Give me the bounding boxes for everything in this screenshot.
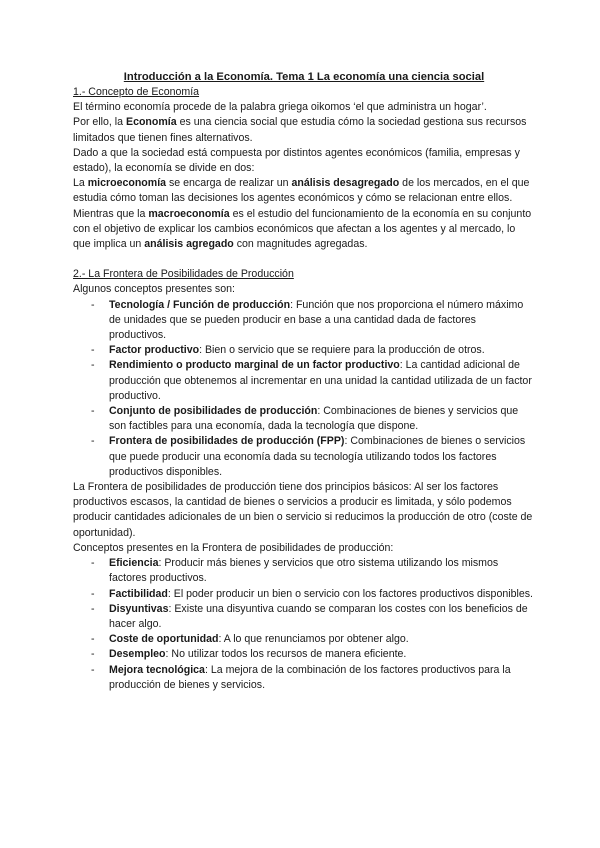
list-item	[73, 587, 535, 602]
list-item-term: Tecnología / Función de producción	[109, 298, 291, 311]
list-item-term: Factibilidad	[109, 587, 168, 600]
paragraph-principios: La Frontera de posibilidades de producción tiene dos principios básicos: Al ser los factores productivos escasos, la cantidad de bienes o servicios a producir es limitada, y sólo podemos producir cantidades adicionales de un bien o servicio si reducimos la producción de otro (coste de oportunidad).	[73, 481, 533, 539]
list-item-text: : La mejora de la combinación de los factores productivos para la producción de bienes y servicios.	[109, 663, 511, 691]
paragraph-etimologia: El término economía procede de la palabra griega oikomos ‘el que administra un hogar’.	[73, 101, 487, 114]
list-item-text: : Existe una disyuntiva cuando se comparan los costes con los beneficios de hacer algo.	[109, 602, 528, 630]
list-item	[73, 358, 535, 404]
concept-list-2	[73, 556, 535, 693]
concept-list-1	[73, 298, 535, 480]
list-item-text: : No utilizar todos los recursos de manera eficiente.	[165, 648, 407, 661]
list-item	[73, 632, 535, 647]
list-item-term: Conjunto de posibilidades de producción	[109, 405, 318, 418]
list-item-term: Eficiencia	[109, 557, 159, 570]
list-item-term: Frontera de posibilidades de producción (FPP)	[109, 435, 345, 448]
list-item-text: : Producir más bienes y servicios que otro sistema utilizando los mismos factores productivos.	[109, 557, 499, 585]
text: La	[73, 177, 88, 190]
paragraph-definicion	[73, 115, 535, 145]
text: se encarga de realizar un	[166, 177, 292, 190]
paragraph-micro-macro	[73, 176, 535, 252]
bold-term: análisis desagregado	[291, 177, 400, 190]
list-item-text: : A lo que renunciamos por obtener algo.	[218, 633, 409, 646]
bold-term: Economía	[126, 116, 177, 129]
list-item-term: Factor productivo	[109, 344, 200, 357]
list-item-term: Mejora tecnológica	[109, 663, 205, 676]
list-item	[73, 404, 535, 434]
bold-term: macroeconomía	[148, 207, 230, 220]
list-item	[73, 434, 535, 480]
list-item	[73, 298, 535, 344]
list-item-term: Disyuntivas	[109, 602, 169, 615]
text: de los mercados, en el que estudia cómo toman las decisiones los agentes económicos y cómo se relacionan entre ellos. Mientras que la	[73, 177, 530, 220]
text: Por ello, la	[73, 116, 126, 129]
list-item	[73, 647, 535, 662]
bold-term: microeconomía	[87, 177, 167, 190]
list-item-text: : Combinaciones de bienes o servicios que puede producir una economía dada su tecnología utilizando todos los factores productivos disponibles.	[109, 435, 526, 478]
list-item-term: Coste de oportunidad	[109, 633, 219, 646]
text: es una ciencia social que estudia cómo la sociedad gestiona sus recursos limitados que tienen fines alternativos.	[73, 116, 527, 144]
list-item	[73, 663, 535, 693]
list-item-term: Desempleo	[109, 648, 166, 661]
spacer	[73, 252, 535, 267]
list-item-text: : Función que nos proporciona el número máximo de unidades que se pueden producir en base a una cantidad dada de factores productivos.	[109, 298, 524, 342]
list-item-text: : El poder producir un bien o servicio con los factores productivos disponibles.	[167, 587, 533, 600]
text: con magnitudes agregadas.	[233, 238, 368, 251]
section-heading-concepto: 1.- Concepto de Economía	[73, 86, 200, 98]
list-item	[73, 602, 535, 632]
list-item-term: Rendimiento o producto marginal de un factor productivo	[109, 359, 400, 372]
paragraph-intro-conceptos-2: Conceptos presentes en la Frontera de posibilidades de producción:	[73, 541, 394, 554]
text: es el estudio del funcionamiento de la economía en su conjunto con el objetivo de explicar los cambios económicos que afectan a los agentes y al mercado, lo que implica un	[73, 207, 532, 251]
list-item	[73, 343, 535, 358]
document-page	[73, 70, 535, 693]
paragraph-agentes: Dado a que la sociedad está compuesta por distintos agentes económicos (familia, empresas y estado), la economía se divide en dos:	[73, 146, 520, 175]
list-item-text: : Combinaciones de bienes y servicios que son factibles para una economía, dada la tecnología que dispone.	[109, 405, 519, 433]
section-heading-frontera: 2.- La Frontera de Posibilidades de Producción	[73, 268, 294, 281]
page-title: Introducción a la Economía. Tema 1 La economía una ciencia social	[123, 71, 485, 83]
list-item-text: : Bien o servicio que se requiere para la producción de otros.	[199, 344, 485, 357]
paragraph-intro-conceptos: Algunos conceptos presentes son:	[73, 283, 235, 296]
list-item-text: : La cantidad adicional de producción que obtenemos al incrementar en una unidad la cantidad utilizada de un factor productivo.	[109, 359, 532, 402]
list-item	[73, 556, 535, 586]
bold-term: análisis agregado	[144, 238, 234, 251]
